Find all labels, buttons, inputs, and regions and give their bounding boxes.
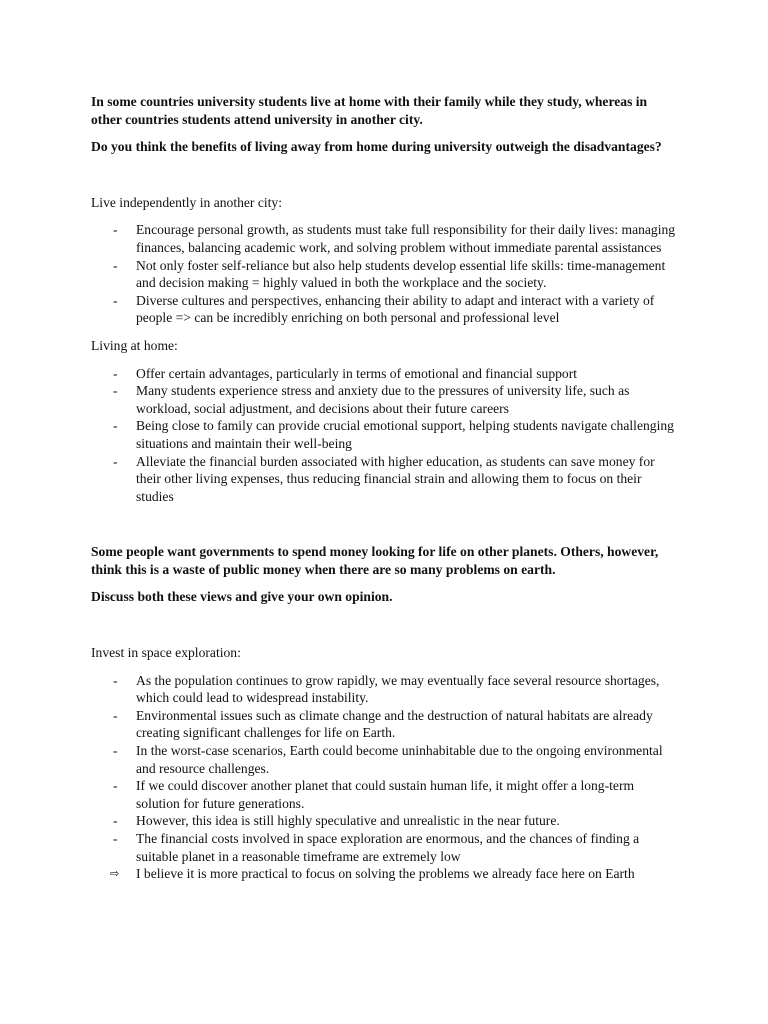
question-1-question: Do you think the benefits of living away from home during university outweigh the disadvantages? [91, 139, 662, 155]
list-item [91, 707, 681, 742]
section-heading-living-at-home: Living at home: [91, 337, 178, 353]
list-item [91, 453, 681, 506]
list-item [91, 257, 681, 292]
list-item-text: Offer certain advantages, particularly in terms of emotional and financial support [136, 365, 578, 381]
list-item [91, 830, 681, 865]
dash-marker: - [113, 672, 118, 688]
dash-marker: - [113, 257, 118, 273]
question-1-prompt: In some countries university students live at home with their family while they study, whereas in other countries students attend university in another city. [91, 94, 648, 127]
section-heading-space-exploration: Invest in space exploration: [91, 645, 241, 661]
list-item-conclusion [91, 865, 681, 883]
list-item-text: Not only foster self-reliance but also help students develop essential life skills: time-management and decision making = highly valued in both the workplace and the society. [136, 257, 666, 291]
list-item [91, 221, 681, 256]
list-item-text: Diverse cultures and perspectives, enhancing their ability to adapt and interact with a variety of people => can be incredibly enriching on both personal and professional level [136, 292, 655, 326]
bullet-list-space-exploration [91, 672, 681, 883]
list-item-text: Being close to family can provide crucial emotional support, helping students navigate challenging situations and maintain their well-being [136, 418, 674, 451]
list-item-text: However, this idea is still highly speculative and unrealistic in the near future. [136, 813, 560, 829]
list-item-text: As the population continues to grow rapidly, we may eventually face several resource shortages, which could lead to widespread instability. [136, 672, 660, 706]
list-item-text: If we could discover another planet that could sustain human life, it might offer a long-term solution for future generations. [136, 778, 635, 811]
dash-marker: - [113, 707, 118, 723]
list-item-text: Alleviate the financial burden associated with higher education, as students can save money for their other living expenses, thus reducing financial strain and allowing them to focus on their studies [136, 453, 655, 504]
question-2-question: Discuss both these views and give your own opinion. [91, 589, 393, 605]
dash-marker: - [113, 222, 118, 238]
list-item [91, 777, 681, 812]
list-item-text: Encourage personal growth, as students must take full responsibility for their daily lives: managing finances, balancing academic work, and solving problem without immediate parental assistances [136, 222, 676, 255]
bullet-list-living-at-home [91, 365, 681, 506]
bullet-list-live-independently [91, 221, 681, 327]
list-item [91, 812, 681, 830]
dash-marker: - [113, 453, 118, 469]
list-item-text: In the worst-case scenarios, Earth could become uninhabitable due to the ongoing environmental and resource challenges. [136, 743, 663, 776]
list-item [91, 672, 681, 707]
list-item [91, 382, 681, 417]
question-2-prompt: Some people want governments to spend money looking for life on other planets. Others, however, think this is a waste of public money when there are so many problems on earth. [91, 544, 659, 577]
dash-marker: - [113, 418, 118, 434]
list-item-text: Many students experience stress and anxiety due to the pressures of university life, such as workload, social adjustment, and decisions about their future careers [136, 383, 630, 416]
list-item [91, 292, 681, 327]
arrow-right-icon: ⇨ [110, 867, 120, 881]
dash-marker: - [113, 292, 118, 308]
list-item [91, 365, 681, 383]
section-spacer [91, 515, 681, 543]
document-page [91, 93, 681, 893]
list-item-text: The financial costs involved in space exploration are enormous, and the chances of finding a suitable planet in a reasonable timeframe are extremely low [136, 831, 640, 864]
conclusion-text: I believe it is more practical to focus on solving the problems we already face here on Earth [136, 866, 635, 882]
dash-marker: - [113, 383, 118, 399]
dash-marker: - [113, 813, 118, 829]
dash-marker: - [113, 831, 118, 846]
dash-marker: - [113, 778, 118, 794]
list-item [91, 742, 681, 777]
dash-marker: - [113, 365, 118, 381]
list-item [91, 417, 681, 452]
dash-marker: - [113, 743, 118, 759]
section-heading-live-independently: Live independently in another city: [91, 194, 283, 210]
list-item-text: Environmental issues such as climate change and the destruction of natural habitats are already creating significant challenges for life on Earth. [136, 707, 653, 741]
